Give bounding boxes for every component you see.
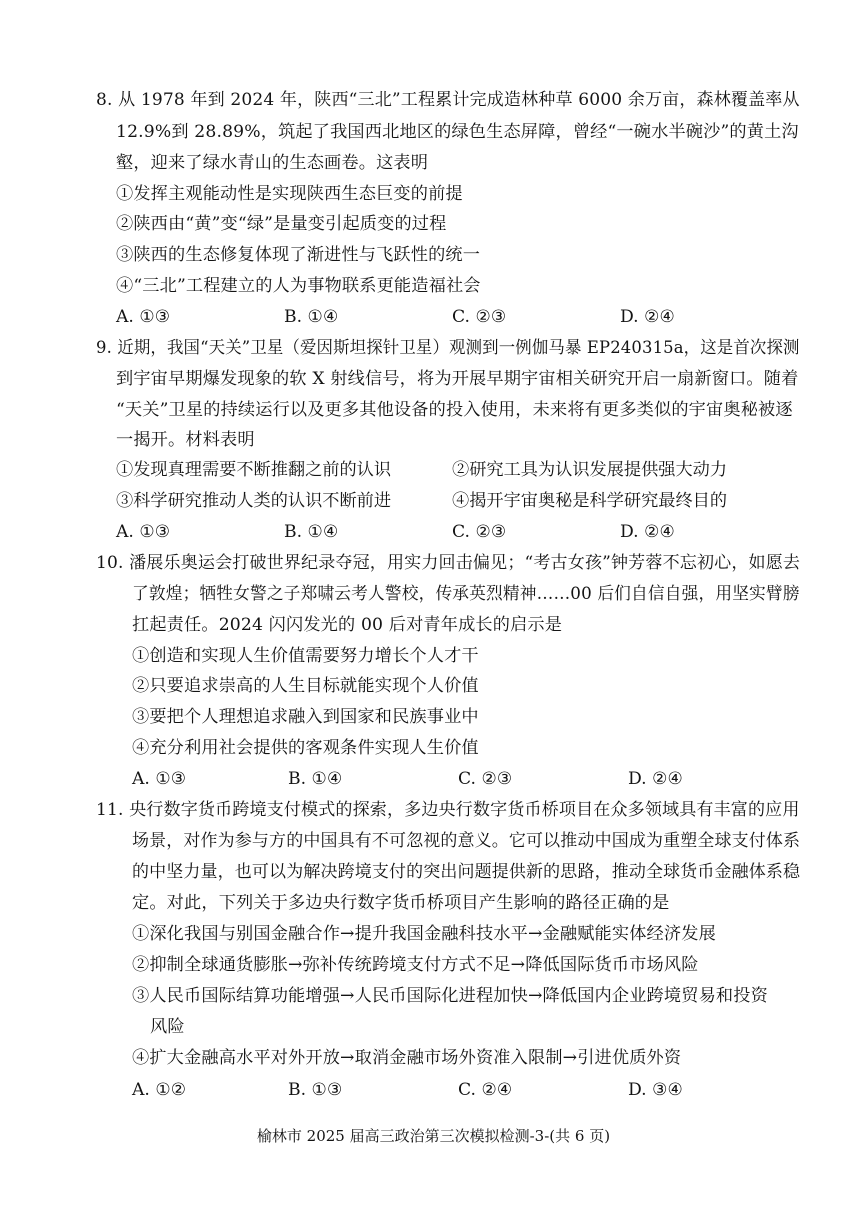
question-10-stem-line-1: 10. 潘展乐奥运会打破世界纪录夺冠，用实力回击偏见；“考古女孩”钟芳蓉不忘初心，如愿去 [96, 553, 801, 573]
question-9-option-1: ①发现真理需要不断推翻之前的认识 [116, 460, 392, 480]
question-11-option-3-cont: 风险 [150, 1017, 185, 1037]
question-11-stem-line-3: 的中坚力量，也可以为解决跨境支付的突出问题提供新的思路，推动全球货币金融体系稳 [132, 862, 801, 882]
question-9-answer-b: B. ①④ [284, 522, 339, 542]
question-10-option-2: ②只要追求崇高的人生目标就能实现个人价值 [132, 676, 479, 696]
question-11-answer-c: C. ②④ [458, 1080, 513, 1100]
question-11-stem-line-2: 场景，对作为参与方的中国具有不可忽视的意义。它可以推动中国成为重塑全球支付体系 [132, 831, 801, 851]
question-9-stem-line-3: “天关”卫星的持续运行以及更多其他设备的投入使用，未来将有更多类似的宇宙奥秘被逐 [116, 400, 793, 420]
question-9-answer-c: C. ②③ [452, 522, 507, 542]
question-8-answer-d: D. ②④ [620, 307, 675, 327]
question-10-stem-line-2: 了敦煌；牺牲女警之子郑啸云考人警校，传承英烈精神……00 后们自信自强，用坚实臂膀 [132, 584, 800, 604]
question-11-answer-a: A. ①② [132, 1080, 187, 1100]
question-8-stem-line-1: 8. 从 1978 年到 2024 年，陕西“三北”工程累计完成造林种草 6000 余万亩，森林覆盖率从 [96, 90, 800, 110]
question-8-answer-c: C. ②③ [452, 307, 507, 327]
question-8-option-1: ①发挥主观能动性是实现陕西生态巨变的前提 [116, 184, 463, 204]
question-11-option-1: ①深化我国与别国金融合作→提升我国金融科技水平→金融赋能实体经济发展 [132, 924, 716, 944]
question-10-option-4: ④充分利用社会提供的客观条件实现人生价值 [132, 738, 479, 758]
question-9-option-2: ②研究工具为认识发展提供强大动力 [452, 460, 728, 480]
question-8-stem-line-2: 12.9%到 28.89%，筑起了我国西北地区的绿色生态屏障，曾经“一碗水半碗沙”的黄土沟 [116, 122, 799, 142]
question-10-answer-d: D. ②④ [628, 769, 683, 789]
question-10-stem-line-3: 扛起责任。2024 闪闪发光的 00 后对青年成长的启示是 [132, 615, 563, 635]
question-11-option-3: ③人民币国际结算功能增强→人民币国际化进程加快→降低国内企业跨境贸易和投资 [132, 986, 768, 1006]
question-8-option-3: ③陕西的生态修复体现了渐进性与飞跃性的统一 [116, 245, 481, 265]
question-11-answer-d: D. ③④ [628, 1080, 683, 1100]
question-8-answer-a: A. ①③ [116, 307, 171, 327]
question-11-stem-line-1: 11. 央行数字货币跨境支付模式的探索，多边央行数字货币桥项目在众多领域具有丰富的应用 [96, 800, 800, 820]
question-8-answer-b: B. ①④ [284, 307, 339, 327]
question-8-option-2: ②陕西由“黄”变“绿”是量变引起质变的过程 [116, 214, 447, 234]
question-11-option-2: ②抑制全球通货膨胀→弥补传统跨境支付方式不足→降低国际货币市场风险 [132, 955, 699, 975]
question-10-answer-b: B. ①④ [288, 769, 343, 789]
question-9-option-4: ④揭开宇宙奥秘是科学研究最终目的 [452, 491, 728, 511]
question-9-answer-d: D. ②④ [620, 522, 675, 542]
question-8-stem-line-3: 壑，迎来了绿水青山的生态画卷。这表明 [116, 153, 429, 173]
question-9-answer-a: A. ①③ [116, 522, 171, 542]
page-footer: 榆林市 2025 届高三政治第三次模拟检测-3-(共 6 页) [256, 1127, 611, 1145]
question-10-answer-a: A. ①③ [132, 769, 187, 789]
question-8-option-4: ④“三北”工程建立的人为事物联系更能造福社会 [116, 276, 481, 296]
question-9-stem-line-1: 9. 近期，我国“天关”卫星（爱因斯坦探针卫星）观测到一例伽马暴 EP240315a，这是首次探测 [96, 338, 800, 358]
question-9-stem-line-4: 一揭开。材料表明 [116, 430, 255, 450]
question-10-option-1: ①创造和实现人生价值需要努力增长个人才干 [132, 646, 479, 666]
question-11-answer-b: B. ①③ [288, 1080, 343, 1100]
question-11-stem-line-4: 定。对此，下列关于多边央行数字货币桥项目产生影响的路径正确的是 [132, 893, 670, 913]
question-10-answer-c: C. ②③ [458, 769, 513, 789]
question-9-stem-line-2: 到宇宙早期爆发现象的软 X 射线信号，将为开展早期宇宙相关研究开启一扇新窗口。随着 [116, 369, 799, 389]
question-11-option-4: ④扩大金融高水平对外开放→取消金融市场外资准入限制→引进优质外资 [132, 1048, 682, 1068]
question-9-option-3: ③科学研究推动人类的认识不断前进 [116, 491, 392, 511]
question-10-option-3: ③要把个人理想追求融入到国家和民族事业中 [132, 707, 479, 727]
